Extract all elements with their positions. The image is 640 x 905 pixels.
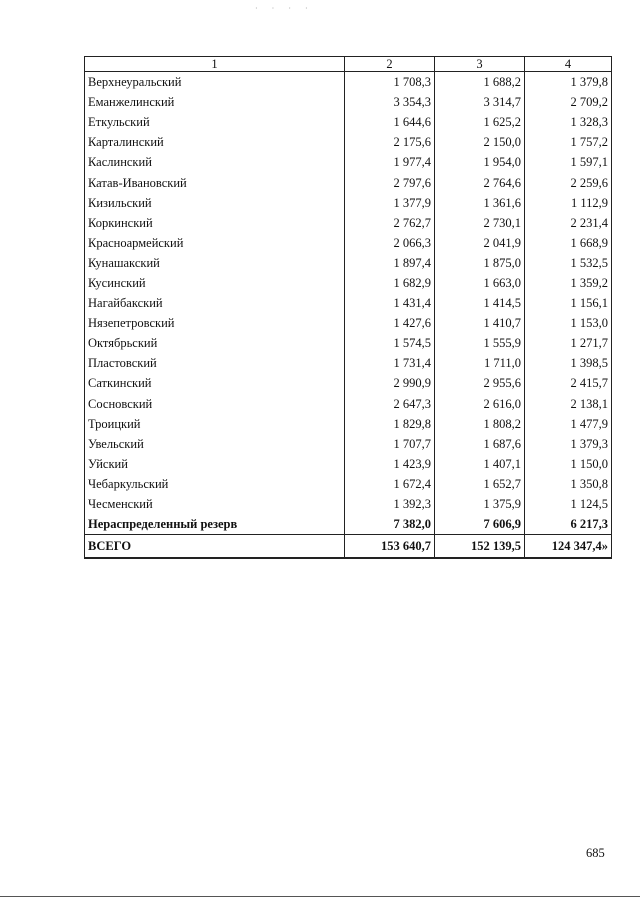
value-col-2: 2 990,9 (345, 373, 435, 393)
value-col-3: 1 688,2 (435, 72, 525, 93)
value-col-3: 3 314,7 (435, 92, 525, 112)
district-name: Сосновский (85, 394, 345, 414)
table-row (85, 72, 612, 93)
table-row (85, 333, 612, 353)
value-col-2: 1 731,4 (345, 353, 435, 373)
value-col-2: 1 392,3 (345, 494, 435, 514)
value-col-2: 2 175,6 (345, 132, 435, 152)
district-name: Нязепетровский (85, 313, 345, 333)
table-row (85, 353, 612, 373)
district-name: Нагайбакский (85, 293, 345, 313)
budget-table (84, 56, 612, 559)
district-name: Уйский (85, 454, 345, 474)
value-col-4: 1 153,0 (525, 313, 612, 333)
table-row (85, 92, 612, 112)
value-col-3: 2 041,9 (435, 233, 525, 253)
table-row (85, 132, 612, 152)
district-name: Пластовский (85, 353, 345, 373)
value-col-2: 1 431,4 (345, 293, 435, 313)
reserve-value-4: 6 217,3 (525, 514, 612, 535)
value-col-2: 1 377,9 (345, 193, 435, 213)
value-col-4: 1 398,5 (525, 353, 612, 373)
value-col-3: 2 150,0 (435, 132, 525, 152)
district-name: Карталинский (85, 132, 345, 152)
table-row (85, 494, 612, 514)
value-col-4: 1 124,5 (525, 494, 612, 514)
district-name: Чебаркульский (85, 474, 345, 494)
total-name: ВСЕГО (85, 535, 345, 559)
value-col-2: 1 977,4 (345, 152, 435, 172)
table-header-row (85, 57, 612, 72)
table-body (85, 72, 612, 515)
district-name: Каслинский (85, 152, 345, 172)
table-row (85, 434, 612, 454)
header-col-4: 4 (525, 57, 612, 72)
value-col-4: 1 150,0 (525, 454, 612, 474)
value-col-3: 1 410,7 (435, 313, 525, 333)
reserve-name: Нераспределенный резерв (85, 514, 345, 535)
value-col-3: 1 687,6 (435, 434, 525, 454)
table-row (85, 313, 612, 333)
value-col-2: 2 647,3 (345, 394, 435, 414)
table-row (85, 253, 612, 273)
value-col-4: 2 231,4 (525, 213, 612, 233)
district-name: Катав-Ивановский (85, 172, 345, 192)
value-col-3: 2 616,0 (435, 394, 525, 414)
value-col-2: 1 829,8 (345, 414, 435, 434)
value-col-2: 1 574,5 (345, 333, 435, 353)
value-col-4: 1 379,8 (525, 72, 612, 93)
reserve-row (85, 514, 612, 535)
value-col-4: 1 597,1 (525, 152, 612, 172)
value-col-3: 1 652,7 (435, 474, 525, 494)
district-name: Еткульский (85, 112, 345, 132)
value-col-2: 1 897,4 (345, 253, 435, 273)
total-value-4: 124 347,4» (525, 535, 612, 559)
district-name: Кусинский (85, 273, 345, 293)
table-row (85, 193, 612, 213)
district-name: Коркинский (85, 213, 345, 233)
value-col-4: 1 668,9 (525, 233, 612, 253)
total-row (85, 535, 612, 559)
reserve-value-2: 7 382,0 (345, 514, 435, 535)
table-row (85, 233, 612, 253)
table-row (85, 213, 612, 233)
value-col-4: 1 328,3 (525, 112, 612, 132)
table-row (85, 474, 612, 494)
value-col-3: 1 414,5 (435, 293, 525, 313)
district-name: Верхнеуральский (85, 72, 345, 93)
value-col-4: 1 532,5 (525, 253, 612, 273)
value-col-3: 2 955,6 (435, 373, 525, 393)
value-col-4: 1 379,3 (525, 434, 612, 454)
district-name: Увельский (85, 434, 345, 454)
value-col-2: 1 427,6 (345, 313, 435, 333)
value-col-3: 1 808,2 (435, 414, 525, 434)
value-col-2: 2 762,7 (345, 213, 435, 233)
value-col-3: 1 625,2 (435, 112, 525, 132)
table-row (85, 112, 612, 132)
value-col-4: 2 415,7 (525, 373, 612, 393)
value-col-4: 1 112,9 (525, 193, 612, 213)
district-name: Еманжелинский (85, 92, 345, 112)
page-number: 685 (586, 846, 605, 860)
table-row (85, 454, 612, 474)
reserve-value-3: 7 606,9 (435, 514, 525, 535)
value-col-3: 1 663,0 (435, 273, 525, 293)
value-col-2: 2 797,6 (345, 172, 435, 192)
value-col-3: 1 361,6 (435, 193, 525, 213)
bottom-divider (0, 896, 640, 897)
table-row (85, 394, 612, 414)
district-name: Саткинский (85, 373, 345, 393)
district-name: Кунашакский (85, 253, 345, 273)
value-col-4: 2 709,2 (525, 92, 612, 112)
value-col-2: 1 644,6 (345, 112, 435, 132)
value-col-4: 1 156,1 (525, 293, 612, 313)
value-col-4: 1 477,9 (525, 414, 612, 434)
value-col-2: 1 423,9 (345, 454, 435, 474)
scan-artifact-marks: · · · · (255, 4, 314, 13)
value-col-4: 2 138,1 (525, 394, 612, 414)
table-row (85, 273, 612, 293)
header-col-1: 1 (85, 57, 345, 72)
district-name: Чесменский (85, 494, 345, 514)
table-row (85, 152, 612, 172)
value-col-2: 1 707,7 (345, 434, 435, 454)
header-col-2: 2 (345, 57, 435, 72)
district-name: Красноармейский (85, 233, 345, 253)
value-col-3: 2 764,6 (435, 172, 525, 192)
value-col-4: 1 359,2 (525, 273, 612, 293)
value-col-3: 1 555,9 (435, 333, 525, 353)
value-col-2: 1 682,9 (345, 273, 435, 293)
value-col-4: 1 350,8 (525, 474, 612, 494)
value-col-3: 1 407,1 (435, 454, 525, 474)
value-col-3: 1 875,0 (435, 253, 525, 273)
value-col-3: 2 730,1 (435, 213, 525, 233)
district-name: Октябрьский (85, 333, 345, 353)
header-col-3: 3 (435, 57, 525, 72)
value-col-2: 1 672,4 (345, 474, 435, 494)
table-row (85, 414, 612, 434)
value-col-3: 1 375,9 (435, 494, 525, 514)
value-col-2: 2 066,3 (345, 233, 435, 253)
table-row (85, 293, 612, 313)
value-col-4: 1 271,7 (525, 333, 612, 353)
district-name: Кизильский (85, 193, 345, 213)
value-col-2: 1 708,3 (345, 72, 435, 93)
value-col-2: 3 354,3 (345, 92, 435, 112)
total-value-3: 152 139,5 (435, 535, 525, 559)
table-row (85, 373, 612, 393)
total-value-2: 153 640,7 (345, 535, 435, 559)
value-col-3: 1 711,0 (435, 353, 525, 373)
value-col-4: 1 757,2 (525, 132, 612, 152)
value-col-4: 2 259,6 (525, 172, 612, 192)
district-name: Троицкий (85, 414, 345, 434)
table-row (85, 172, 612, 192)
value-col-3: 1 954,0 (435, 152, 525, 172)
